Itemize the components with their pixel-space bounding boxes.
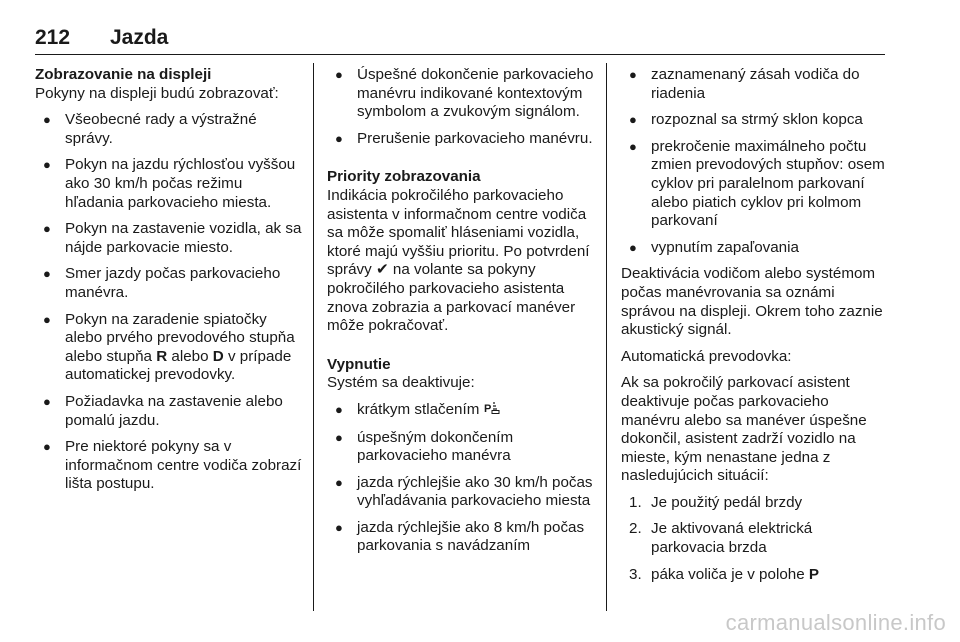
column-3 xyxy=(621,66,889,592)
priority-paragraph xyxy=(327,187,595,336)
priority-text-2: na volante sa pokyny pokročilého parkovacieho asistenta znova zobrazia a parkovací manéver môže pokračovať. xyxy=(327,261,576,335)
item-text: páka voliča je v polohe xyxy=(651,565,809,583)
item-number: 1. xyxy=(629,493,642,511)
display-heading: Zobrazovanie na displeji xyxy=(35,66,212,83)
list-item: ● Pre niektoré pokyny sa v informačnom centre vodiča zobrazí lišta postupu. xyxy=(35,438,303,494)
parking-assist-icon xyxy=(484,401,500,421)
list-item: ● Pokyn na jazdu rýchlosťou vyššou ako 30 km/h počas režimu hľadania parkovacieho miesta. xyxy=(35,156,303,212)
hold-vehicle-paragraph: Ak sa pokročilý parkovací asistent deaktivuje počas parkovacieho manévru alebo sa manéver úspešne dokončil, asistent zadrží vozidlo na mieste, kým nenastane jedna z nasledujúcich situácií: xyxy=(621,374,867,485)
column-divider xyxy=(313,63,314,611)
priority-heading: Priority zobrazovania xyxy=(327,168,481,186)
list-item: ● Požiadavka na zastavenie alebo pomalú jazdu. xyxy=(35,393,303,430)
column-1 xyxy=(35,66,303,502)
item-text: Je aktivovaná elektrická parkovacia brzda xyxy=(651,520,813,557)
list-item: ● Všeobecné rady a výstražné správy. xyxy=(35,111,303,148)
watermark: carmanualsonline.info xyxy=(725,610,946,635)
list-item: ● prekročenie maximálneho počtu zmien prevodových stupňov: osem cyklov pri paralelnom parkovaní alebo piatich cyklov pri kolmom parkovaní xyxy=(621,138,889,231)
list-item xyxy=(35,311,303,385)
gear-text-before: Pokyn na zaradenie spiatočky alebo prvého prevodového stupňa alebo stupňa xyxy=(65,310,295,365)
checkmark-icon: ✔ xyxy=(375,261,389,279)
list-item: ● Úspešné dokončenie parkovacieho manévru indikované kontextovým symbolom a zvukovým signálom. xyxy=(327,66,595,122)
list-item: ● vypnutím zapaľovania xyxy=(621,239,889,258)
numbered-item xyxy=(621,566,889,585)
status-list xyxy=(327,66,595,148)
automatic-transmission-label: Automatická prevodovka: xyxy=(621,347,792,365)
deactivation-list xyxy=(327,401,595,556)
deactivation-heading: Vypnutie xyxy=(327,355,391,373)
list-item: ● Pokyn na zastavenie vozidla, ak sa nájde parkovacie miesto. xyxy=(35,220,303,257)
list-item: ● zaznamenaný zásah vodiča do riadenia xyxy=(621,66,889,103)
driver-deactivation-paragraph: Deaktivácia vodičom alebo systémom počas manévrovania sa oznámi správou na displeji. Okrem toho zaznie akustický signál. xyxy=(621,265,883,339)
deactivation-intro: Systém sa deaktivuje: xyxy=(327,374,475,392)
display-intro: Pokyny na displeji budú zobrazovať: xyxy=(35,84,279,102)
column-2 xyxy=(327,66,595,564)
display-list xyxy=(35,111,303,494)
column-divider xyxy=(606,63,607,611)
gear-text-after: v prípade automatickej prevodovky. xyxy=(65,347,292,384)
list-item: ● Smer jazdy počas parkovacieho manévra. xyxy=(35,265,303,302)
list-item: ● jazda rýchlejšie ako 8 km/h počas parkovania s navádzaním xyxy=(327,519,595,556)
gear-text-middle: alebo xyxy=(167,347,213,365)
item-number: 3. xyxy=(629,565,642,583)
conditions-list xyxy=(621,494,889,584)
svg-text:P: P xyxy=(483,402,491,415)
priority-text-1: Indikácia pokročilého parkovacieho asistenta v informačnom centre vodiča sa môže spomaliť hláseniami vozidla, ktoré majú vyššiu prioritu. Po potvrdení správy xyxy=(327,186,590,279)
page-number: 212 xyxy=(35,26,71,49)
list-item xyxy=(327,401,595,421)
deactivation-list-cont xyxy=(621,66,889,257)
numbered-item xyxy=(621,520,889,557)
gear-r: R xyxy=(156,347,168,365)
deactivation-first-text: krátkym stlačením xyxy=(357,400,484,418)
list-item: ● jazda rýchlejšie ako 30 km/h počas vyhľadávania parkovacieho miesta xyxy=(327,474,595,511)
gear-d: D xyxy=(212,347,224,365)
gear-p: P xyxy=(808,565,820,583)
item-text: Je použitý pedál brzdy xyxy=(651,493,803,511)
list-item: ● úspešným dokončením parkovacieho manévra xyxy=(327,429,595,466)
list-item: ● Prerušenie parkovacieho manévru. xyxy=(327,130,595,149)
numbered-item xyxy=(621,494,889,513)
item-number: 2. xyxy=(629,520,642,538)
section-title: Jazda xyxy=(110,26,169,49)
list-item: ● rozpoznal sa strmý sklon kopca xyxy=(621,111,889,130)
page-header xyxy=(35,24,885,55)
